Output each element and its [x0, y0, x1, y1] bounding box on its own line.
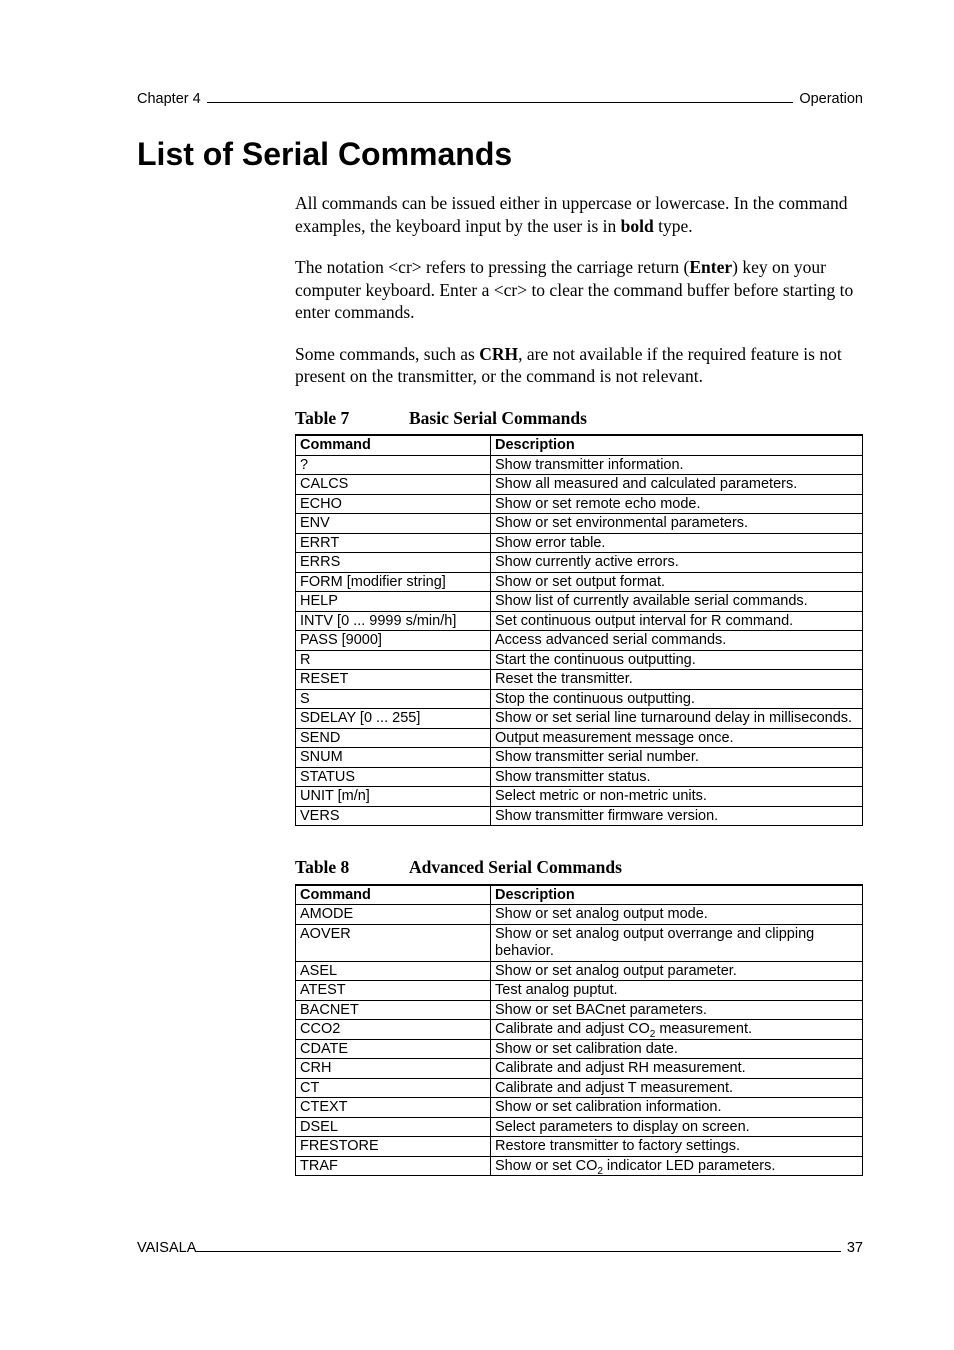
table-row: [296, 650, 863, 670]
command-cell: AMODE: [296, 905, 491, 925]
header-rule: [207, 90, 794, 103]
description-cell: Show or set BACnet parameters.: [491, 1000, 863, 1020]
table-row: [296, 553, 863, 573]
table-row: [296, 905, 863, 925]
command-cell: HELP: [296, 592, 491, 612]
command-cell: FORM [modifier string]: [296, 572, 491, 592]
paragraph-notation: The notation <cr> refers to pressing the carriage return (Enter) key on your computer keyboard. Enter a <cr> to clear the command buffer before starting to enter commands.: [295, 257, 854, 322]
description-cell: Show error table.: [491, 533, 863, 553]
page-footer: [137, 1239, 863, 1256]
description-cell: Start the continuous outputting.: [491, 650, 863, 670]
table-row: [296, 670, 863, 690]
table-row: [296, 1117, 863, 1137]
command-cell: BACNET: [296, 1000, 491, 1020]
command-cell: UNIT [m/n]: [296, 787, 491, 807]
table-row: [296, 611, 863, 631]
page-title: List of Serial Commands: [137, 136, 513, 172]
command-cell: ASEL: [296, 961, 491, 981]
description-cell: Show currently active errors.: [491, 553, 863, 573]
command-cell: SNUM: [296, 748, 491, 768]
command-cell: PASS [9000]: [296, 631, 491, 651]
paragraph-availability: Some commands, such as CRH, are not available if the required feature is not present on the transmitter, or the command is not relevant.: [295, 343, 842, 386]
description-cell: Show transmitter information.: [491, 455, 863, 475]
command-cell: CDATE: [296, 1039, 491, 1059]
footer-rule: [196, 1239, 840, 1252]
description-cell: Select parameters to display on screen.: [491, 1117, 863, 1137]
command-cell: TRAF: [296, 1156, 491, 1176]
basic-commands-table: [295, 434, 863, 826]
table-row: [296, 455, 863, 475]
table-row: [296, 475, 863, 495]
description-cell: Restore transmitter to factory settings.: [491, 1137, 863, 1157]
description-cell: Show or set analog output mode.: [491, 905, 863, 925]
command-cell: INTV [0 ... 9999 s/min/h]: [296, 611, 491, 631]
table-header-row: [296, 435, 863, 455]
header-section: Operation: [799, 91, 863, 107]
table-row: [296, 1020, 863, 1040]
table-row: [296, 924, 863, 961]
table8-number: Table 8: [295, 857, 350, 877]
column-header-description: Description: [491, 435, 863, 455]
table-row: [296, 1039, 863, 1059]
advanced-commands-table: [295, 884, 863, 1177]
column-header-description: Description: [491, 885, 863, 905]
command-cell: FRESTORE: [296, 1137, 491, 1157]
command-cell: VERS: [296, 806, 491, 826]
table8-caption: [295, 856, 865, 879]
description-cell: Show transmitter firmware version.: [491, 806, 863, 826]
description-cell: Calibrate and adjust T measurement.: [491, 1078, 863, 1098]
command-cell: SDELAY [0 ... 255]: [296, 709, 491, 729]
table-row: [296, 961, 863, 981]
command-cell: ECHO: [296, 494, 491, 514]
command-cell: S: [296, 689, 491, 709]
description-cell: Reset the transmitter.: [491, 670, 863, 690]
command-cell: ERRT: [296, 533, 491, 553]
command-cell: ?: [296, 455, 491, 475]
table-row: [296, 767, 863, 787]
description-cell: Select metric or non-metric units.: [491, 787, 863, 807]
table-row: [296, 514, 863, 534]
description-cell: Show transmitter serial number.: [491, 748, 863, 768]
command-cell: AOVER: [296, 924, 491, 961]
table-row: [296, 1137, 863, 1157]
table-row: [296, 748, 863, 768]
description-cell: Show all measured and calculated parameters.: [491, 475, 863, 495]
command-cell: STATUS: [296, 767, 491, 787]
description-cell: Show or set output format.: [491, 572, 863, 592]
page-header: [137, 90, 863, 107]
footer-company: VAISALA: [137, 1240, 197, 1256]
paragraph-case: All commands can be issued either in uppercase or lowercase. In the command examples, the keyboard input by the user is in bold type.: [295, 193, 848, 236]
table-row: [296, 533, 863, 553]
table-row: [296, 592, 863, 612]
description-cell: Set continuous output interval for R command.: [491, 611, 863, 631]
table7-caption: [295, 407, 865, 430]
table-row: [296, 1000, 863, 1020]
description-cell: Access advanced serial commands.: [491, 631, 863, 651]
table-row: [296, 728, 863, 748]
command-cell: SEND: [296, 728, 491, 748]
description-cell: Show or set remote echo mode.: [491, 494, 863, 514]
command-cell: RESET: [296, 670, 491, 690]
header-chapter: Chapter 4: [137, 91, 201, 107]
command-cell: ERRS: [296, 553, 491, 573]
body-content: [295, 192, 865, 1206]
table-row: [296, 572, 863, 592]
command-cell: DSEL: [296, 1117, 491, 1137]
description-cell: Stop the continuous outputting.: [491, 689, 863, 709]
description-cell: Show or set environmental parameters.: [491, 514, 863, 534]
table-row: [296, 981, 863, 1001]
command-cell: CT: [296, 1078, 491, 1098]
column-header-command: Command: [296, 885, 491, 905]
command-cell: CCO2: [296, 1020, 491, 1040]
table-header-row: [296, 885, 863, 905]
description-cell: Show or set calibration date.: [491, 1039, 863, 1059]
description-cell: Show list of currently available serial commands.: [491, 592, 863, 612]
page-number: 37: [846, 1240, 863, 1256]
description-cell: Show or set $CO_2$ indicator LED parameters.: [491, 1156, 863, 1176]
description-cell: Output measurement message once.: [491, 728, 863, 748]
table-row: [296, 709, 863, 729]
table-row: [296, 1098, 863, 1118]
description-cell: Show transmitter status.: [491, 767, 863, 787]
description-cell: Show or set analog output parameter.: [491, 961, 863, 981]
command-cell: ATEST: [296, 981, 491, 1001]
description-cell: Show or set serial line turnaround delay in milliseconds.: [491, 709, 863, 729]
table-row: [296, 1156, 863, 1176]
command-cell: R: [296, 650, 491, 670]
table-row: [296, 631, 863, 651]
table-row: [296, 806, 863, 826]
table8-title: Advanced Serial Commands: [409, 857, 622, 877]
command-cell: CALCS: [296, 475, 491, 495]
table-row: [296, 787, 863, 807]
description-cell: Calibrate and adjust RH measurement.: [491, 1059, 863, 1079]
command-cell: CRH: [296, 1059, 491, 1079]
description-cell: Show or set analog output overrange and clipping behavior.: [491, 924, 863, 961]
description-cell: Show or set calibration information.: [491, 1098, 863, 1118]
command-cell: CTEXT: [296, 1098, 491, 1118]
table7-title: Basic Serial Commands: [409, 407, 587, 428]
command-cell: ENV: [296, 514, 491, 534]
table-row: [296, 494, 863, 514]
table7-number: Table 7: [295, 407, 350, 428]
table-row: [296, 1078, 863, 1098]
table-row: [296, 1059, 863, 1079]
column-header-command: Command: [296, 435, 491, 455]
description-cell: Test analog puptut.: [491, 981, 863, 1001]
description-cell: Calibrate and adjust $CO_2$ measurement.: [491, 1020, 863, 1040]
table-row: [296, 689, 863, 709]
